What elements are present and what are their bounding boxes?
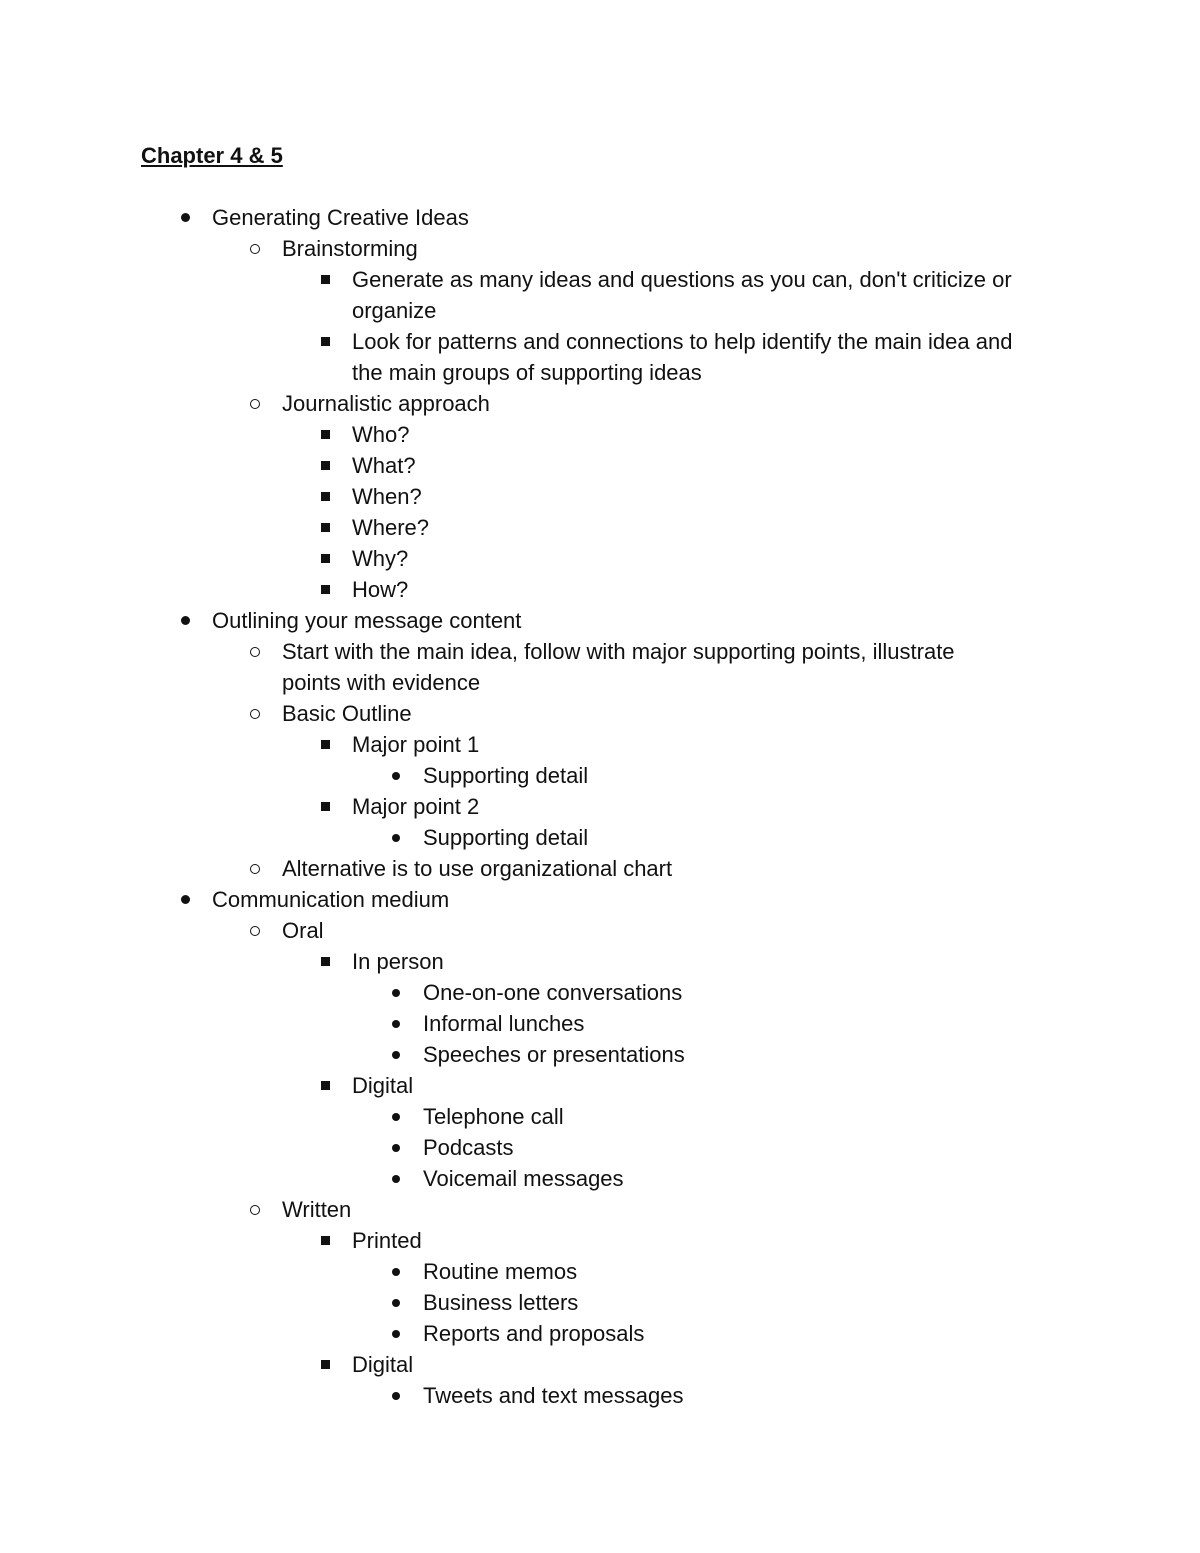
filled-dot-bullet-icon [386, 1287, 406, 1318]
list-item-text: Business letters [423, 1290, 579, 1315]
list-item [0, 388, 1200, 419]
list-item [0, 1349, 1200, 1380]
hollow-circle-bullet-icon [245, 233, 265, 264]
hollow-circle-bullet-icon [245, 853, 265, 884]
list-item [0, 1070, 1200, 1101]
list-item [0, 450, 1200, 481]
list-item-text: Basic Outline [282, 701, 412, 726]
list-item-text: How? [352, 577, 409, 602]
hollow-circle-bullet-icon [245, 698, 265, 729]
list-item [0, 1163, 1200, 1194]
list-item [0, 977, 1200, 1008]
list-item [0, 202, 1200, 233]
filled-dot-bullet-icon [386, 1008, 406, 1039]
filled-dot-bullet-icon [386, 1318, 406, 1349]
list-item-text: Voicemail messages [423, 1166, 624, 1191]
list-item [0, 946, 1200, 977]
list-item-text: Brainstorming [282, 236, 418, 261]
list-item-text: Reports and proposals [423, 1321, 645, 1346]
list-item [0, 729, 1200, 760]
filled-dot-bullet-icon [386, 1132, 406, 1163]
list-item-text: Oral [282, 918, 324, 943]
list-item-text: Printed [352, 1228, 422, 1253]
list-item [0, 1287, 1200, 1318]
list-item [0, 1039, 1200, 1070]
list-item-text: Supporting detail [423, 825, 589, 850]
list-item [0, 1380, 1200, 1411]
list-item-text: Telephone call [423, 1104, 564, 1129]
hollow-circle-bullet-icon [245, 1194, 265, 1225]
filled-dot-bullet-icon [386, 1163, 406, 1194]
list-item-text: Generate as many ideas and questions as you can, don't criticize or organize [352, 267, 1012, 323]
list-item [0, 1225, 1200, 1256]
square-bullet-icon [315, 1070, 335, 1101]
list-item [0, 326, 1200, 388]
filled-dot-bullet-icon [175, 884, 195, 915]
filled-dot-bullet-icon [386, 1039, 406, 1070]
filled-dot-bullet-icon [386, 822, 406, 853]
square-bullet-icon [315, 326, 335, 357]
list-item-text: Communication medium [212, 887, 450, 912]
list-item-text: Digital [352, 1352, 414, 1377]
list-item-text: Informal lunches [423, 1011, 585, 1036]
list-item [0, 605, 1200, 636]
list-item-text: Generating Creative Ideas [212, 205, 469, 230]
list-item-text: Major point 2 [352, 794, 480, 819]
list-item [0, 574, 1200, 605]
list-item-text: Who? [352, 422, 410, 447]
square-bullet-icon [315, 791, 335, 822]
list-item [0, 915, 1200, 946]
list-item-text: Routine memos [423, 1259, 578, 1284]
filled-dot-bullet-icon [386, 977, 406, 1008]
list-item [0, 636, 1200, 698]
filled-dot-bullet-icon [386, 1101, 406, 1132]
list-item-text: Digital [352, 1073, 414, 1098]
list-item [0, 760, 1200, 791]
list-item-text: In person [352, 949, 444, 974]
square-bullet-icon [315, 264, 335, 295]
list-item-text: Major point 1 [352, 732, 480, 757]
list-item [0, 233, 1200, 264]
square-bullet-icon [315, 1225, 335, 1256]
list-item-text: Speeches or presentations [423, 1042, 685, 1067]
list-item-text: Start with the main idea, follow with major supporting points, illustrate points with evidence [282, 639, 955, 695]
list-item [0, 698, 1200, 729]
filled-dot-bullet-icon [175, 605, 195, 636]
list-item [0, 1008, 1200, 1039]
square-bullet-icon [315, 729, 335, 760]
list-item-text: Podcasts [423, 1135, 514, 1160]
square-bullet-icon [315, 946, 335, 977]
list-item-text: Look for patterns and connections to help identify the main idea and the main groups of supporting ideas [352, 329, 1013, 385]
square-bullet-icon [315, 481, 335, 512]
outline-list [0, 202, 1200, 1411]
list-item-text: Outlining your message content [212, 608, 522, 633]
square-bullet-icon [315, 419, 335, 450]
list-item [0, 791, 1200, 822]
square-bullet-icon [315, 512, 335, 543]
list-item [0, 1256, 1200, 1287]
filled-dot-bullet-icon [386, 760, 406, 791]
list-item [0, 1101, 1200, 1132]
list-item [0, 1132, 1200, 1163]
list-item [0, 512, 1200, 543]
list-item-text: Journalistic approach [282, 391, 490, 416]
square-bullet-icon [315, 450, 335, 481]
hollow-circle-bullet-icon [245, 388, 265, 419]
list-item-text: Tweets and text messages [423, 1383, 684, 1408]
list-item [0, 264, 1200, 326]
page-title: Chapter 4 & 5 [141, 143, 283, 168]
list-item-text: Why? [352, 546, 409, 571]
list-item [0, 1194, 1200, 1225]
filled-dot-bullet-icon [386, 1380, 406, 1411]
list-item [0, 822, 1200, 853]
list-item [0, 419, 1200, 450]
list-item [0, 543, 1200, 574]
list-item [0, 884, 1200, 915]
filled-dot-bullet-icon [175, 202, 195, 233]
list-item-text: Written [282, 1197, 352, 1222]
square-bullet-icon [315, 543, 335, 574]
square-bullet-icon [315, 1349, 335, 1380]
filled-dot-bullet-icon [386, 1256, 406, 1287]
list-item-text: Supporting detail [423, 763, 589, 788]
list-item-text: What? [352, 453, 416, 478]
hollow-circle-bullet-icon [245, 636, 265, 667]
list-item [0, 853, 1200, 884]
square-bullet-icon [315, 574, 335, 605]
list-item-text: When? [352, 484, 422, 509]
list-item [0, 1318, 1200, 1349]
list-item [0, 481, 1200, 512]
list-item-text: One-on-one conversations [423, 980, 683, 1005]
list-item-text: Where? [352, 515, 430, 540]
list-item-text: Alternative is to use organizational chart [282, 856, 673, 881]
hollow-circle-bullet-icon [245, 915, 265, 946]
